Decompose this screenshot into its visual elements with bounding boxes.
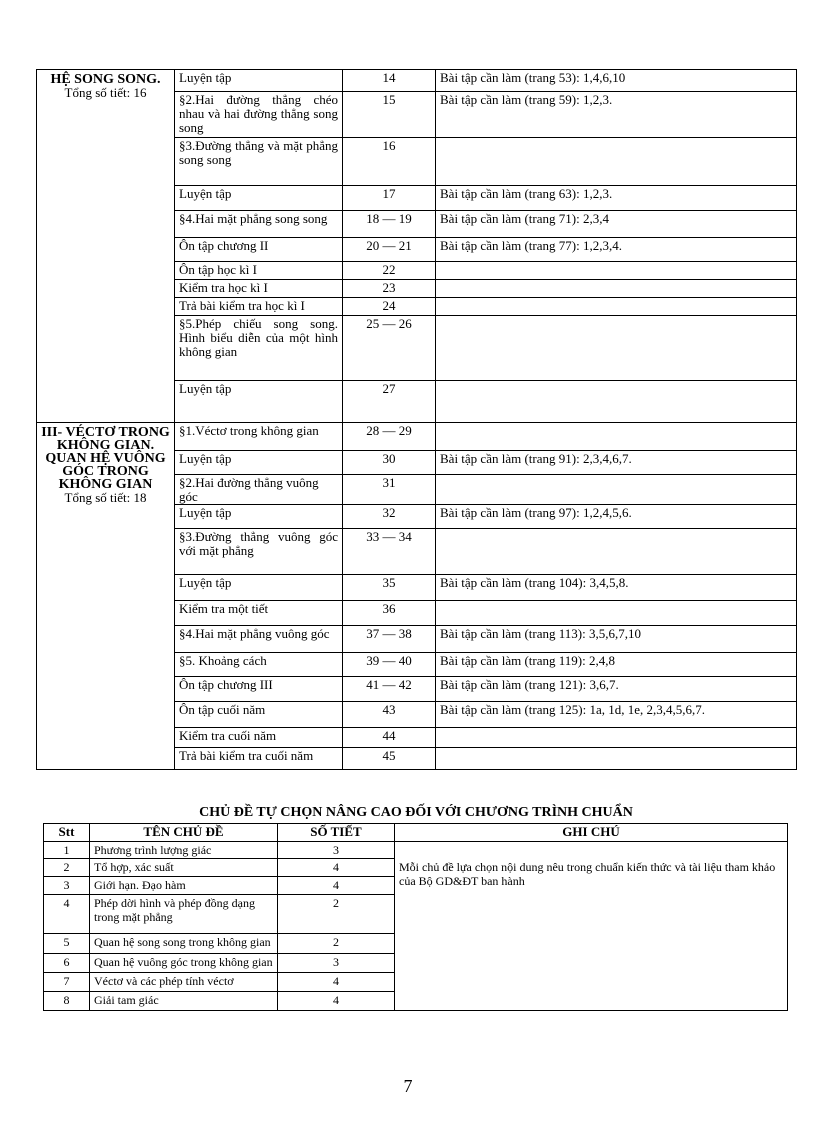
notes-cell (436, 748, 797, 770)
stt-cell: 1 (44, 842, 90, 859)
periods-cell: 28 — 29 (343, 423, 436, 451)
topic-cell: Giới hạn. Đạo hàm (90, 877, 278, 895)
notes-cell (436, 601, 797, 626)
periods-cell: 4 (278, 992, 395, 1011)
lesson-cell: Kiểm tra cuối năm (175, 728, 343, 748)
periods-cell: 37 — 38 (343, 626, 436, 653)
topic-cell: Quan hệ vuông góc trong không gian (90, 954, 278, 973)
lesson-cell: Kiểm tra một tiết (175, 601, 343, 626)
table-row (44, 842, 788, 859)
notes-cell (436, 728, 797, 748)
topic-cell: Giải tam giác (90, 992, 278, 1011)
notes-cell: Bài tập cần làm (trang 71): 2,3,4 (436, 211, 797, 238)
periods-cell: 43 (343, 702, 436, 728)
lesson-cell: Ôn tập học kì I (175, 262, 343, 280)
periods-cell: 18 — 19 (343, 211, 436, 238)
stt-cell: 4 (44, 895, 90, 934)
lesson-cell: Luyện tập (175, 186, 343, 211)
periods-cell: 2 (278, 895, 395, 934)
stt-cell: 6 (44, 954, 90, 973)
notes-cell: Bài tập cần làm (trang 59): 1,2,3. (436, 92, 797, 138)
notes-cell: Bài tập cần làm (trang 91): 2,3,4,6,7. (436, 451, 797, 475)
notes-cell: Bài tập cần làm (trang 121): 3,6,7. (436, 677, 797, 702)
periods-cell: 33 — 34 (343, 529, 436, 575)
periods-cell: 36 (343, 601, 436, 626)
topic-cell: Tổ hợp, xác suất (90, 859, 278, 877)
curriculum-table (36, 69, 797, 770)
topic-cell: Phương trình lượng giác (90, 842, 278, 859)
periods-cell: 4 (278, 859, 395, 877)
lesson-cell: §1.Véctơ trong không gian (175, 423, 343, 451)
notes-cell: Bài tập cần làm (trang 53): 1,4,6,10 (436, 70, 797, 92)
notes-cell: Bài tập cần làm (trang 119): 2,4,8 (436, 653, 797, 677)
lesson-cell: §5.Phép chiếu song song. Hình biểu diễn của một hình không gian (175, 316, 343, 381)
lesson-cell: Luyện tập (175, 575, 343, 601)
notes-cell (436, 381, 797, 423)
notes-cell: Bài tập cần làm (trang 125): 1a, 1d, 1e, 2,3,4,5,6,7. (436, 702, 797, 728)
notes-cell (436, 529, 797, 575)
stt-cell: 5 (44, 934, 90, 954)
periods-cell: 16 (343, 138, 436, 186)
stt-cell: 7 (44, 973, 90, 992)
periods-cell: 25 — 26 (343, 316, 436, 381)
periods-cell: 39 — 40 (343, 653, 436, 677)
notes-cell (436, 298, 797, 316)
periods-cell: 31 (343, 475, 436, 505)
stt-cell: 8 (44, 992, 90, 1011)
stt-cell: 2 (44, 859, 90, 877)
topic-cell: Véctơ và các phép tính véctơ (90, 973, 278, 992)
column-header-stt: Stt (44, 824, 90, 842)
section-title: HỆ SONG SONG. (50, 72, 161, 87)
column-header-periods: SỐ TIẾT (278, 824, 395, 842)
periods-cell: 32 (343, 505, 436, 529)
lesson-cell: Luyện tập (175, 505, 343, 529)
topic-cell: Quan hệ song song trong không gian (90, 934, 278, 954)
notes-cell: Bài tập cần làm (trang 77): 1,2,3,4. (436, 238, 797, 262)
periods-cell: 24 (343, 298, 436, 316)
section-cell (37, 423, 175, 770)
periods-cell: 30 (343, 451, 436, 475)
lesson-cell: §4.Hai mặt phẳng vuông góc (175, 626, 343, 653)
lesson-cell: Trả bài kiểm tra cuối năm (175, 748, 343, 770)
lesson-cell: §3.Đường thẳng và mặt phẳng song song (175, 138, 343, 186)
column-header-notes: GHI CHÚ (395, 824, 788, 842)
periods-cell: 3 (278, 842, 395, 859)
topic-cell: Phép dời hình và phép đồng dạng trong mặt phẳng (90, 895, 278, 934)
lesson-cell: §2.Hai đường thẳng chéo nhau và hai đường thẳng song song (175, 92, 343, 138)
notes-cell: Bài tập cần làm (trang 63): 1,2,3. (436, 186, 797, 211)
notes-cell: Bài tập cần làm (trang 113): 3,5,6,7,10 (436, 626, 797, 653)
table-row (37, 70, 797, 92)
lesson-cell: §2.Hai đường thẳng vuông góc (175, 475, 343, 505)
periods-cell: 20 — 21 (343, 238, 436, 262)
periods-cell: 35 (343, 575, 436, 601)
notes-cell (436, 475, 797, 505)
periods-cell: 27 (343, 381, 436, 423)
periods-cell: 4 (278, 973, 395, 992)
section-total: Tổng số tiết: 18 (64, 490, 147, 505)
lesson-cell: Trả bài kiểm tra học kì I (175, 298, 343, 316)
periods-cell: 45 (343, 748, 436, 770)
notes-cell (436, 280, 797, 298)
lesson-cell: §5. Khoảng cách (175, 653, 343, 677)
notes-cell (436, 423, 797, 451)
lesson-cell: Ôn tập cuối năm (175, 702, 343, 728)
periods-cell: 2 (278, 934, 395, 954)
lesson-cell: Ôn tập chương III (175, 677, 343, 702)
lesson-cell: §3.Đường thẳng vuông góc với mặt phẳng (175, 529, 343, 575)
page-number: 7 (403, 1076, 413, 1096)
lesson-cell: Luyện tập (175, 70, 343, 92)
periods-cell: 17 (343, 186, 436, 211)
lesson-cell: Luyện tập (175, 381, 343, 423)
periods-cell: 23 (343, 280, 436, 298)
lesson-cell: §4.Hai mặt phẳng song song (175, 211, 343, 238)
section-total: Tổng số tiết: 16 (64, 85, 147, 100)
notes-cell: Mỗi chủ đề lựa chọn nội dung nêu trong chuẩn kiến thức và tài liệu tham khảo của Bộ GD&ĐT ban hành (395, 842, 788, 1011)
periods-cell: 3 (278, 954, 395, 973)
section-title: III- VÉCTƠ TRONG KHÔNG GIAN. QUAN HỆ VUÔNG GÓC TRONG KHÔNG GIAN (41, 425, 170, 492)
lesson-cell: Ôn tập chương II (175, 238, 343, 262)
periods-cell: 4 (278, 877, 395, 895)
periods-cell: 14 (343, 70, 436, 92)
periods-cell: 41 — 42 (343, 677, 436, 702)
notes-cell (436, 316, 797, 381)
stt-cell: 3 (44, 877, 90, 895)
table-row (37, 423, 797, 451)
header-row (44, 824, 788, 842)
optional-topics-title: CHỦ ĐỀ TỰ CHỌN NÂNG CAO ĐỐI VỚI CHƯƠNG TRÌNH CHUẨN (199, 805, 633, 820)
periods-cell: 44 (343, 728, 436, 748)
section-cell (37, 70, 175, 423)
periods-cell: 15 (343, 92, 436, 138)
notes-cell: Bài tập cần làm (trang 104): 3,4,5,8. (436, 575, 797, 601)
notes-cell (436, 138, 797, 186)
periods-cell: 22 (343, 262, 436, 280)
notes-cell: Bài tập cần làm (trang 97): 1,2,4,5,6. (436, 505, 797, 529)
lesson-cell: Kiểm tra học kì I (175, 280, 343, 298)
lesson-cell: Luyện tập (175, 451, 343, 475)
notes-cell (436, 262, 797, 280)
optional-topics-table (43, 823, 788, 1011)
column-header-topic: TÊN CHỦ ĐỀ (90, 824, 278, 842)
